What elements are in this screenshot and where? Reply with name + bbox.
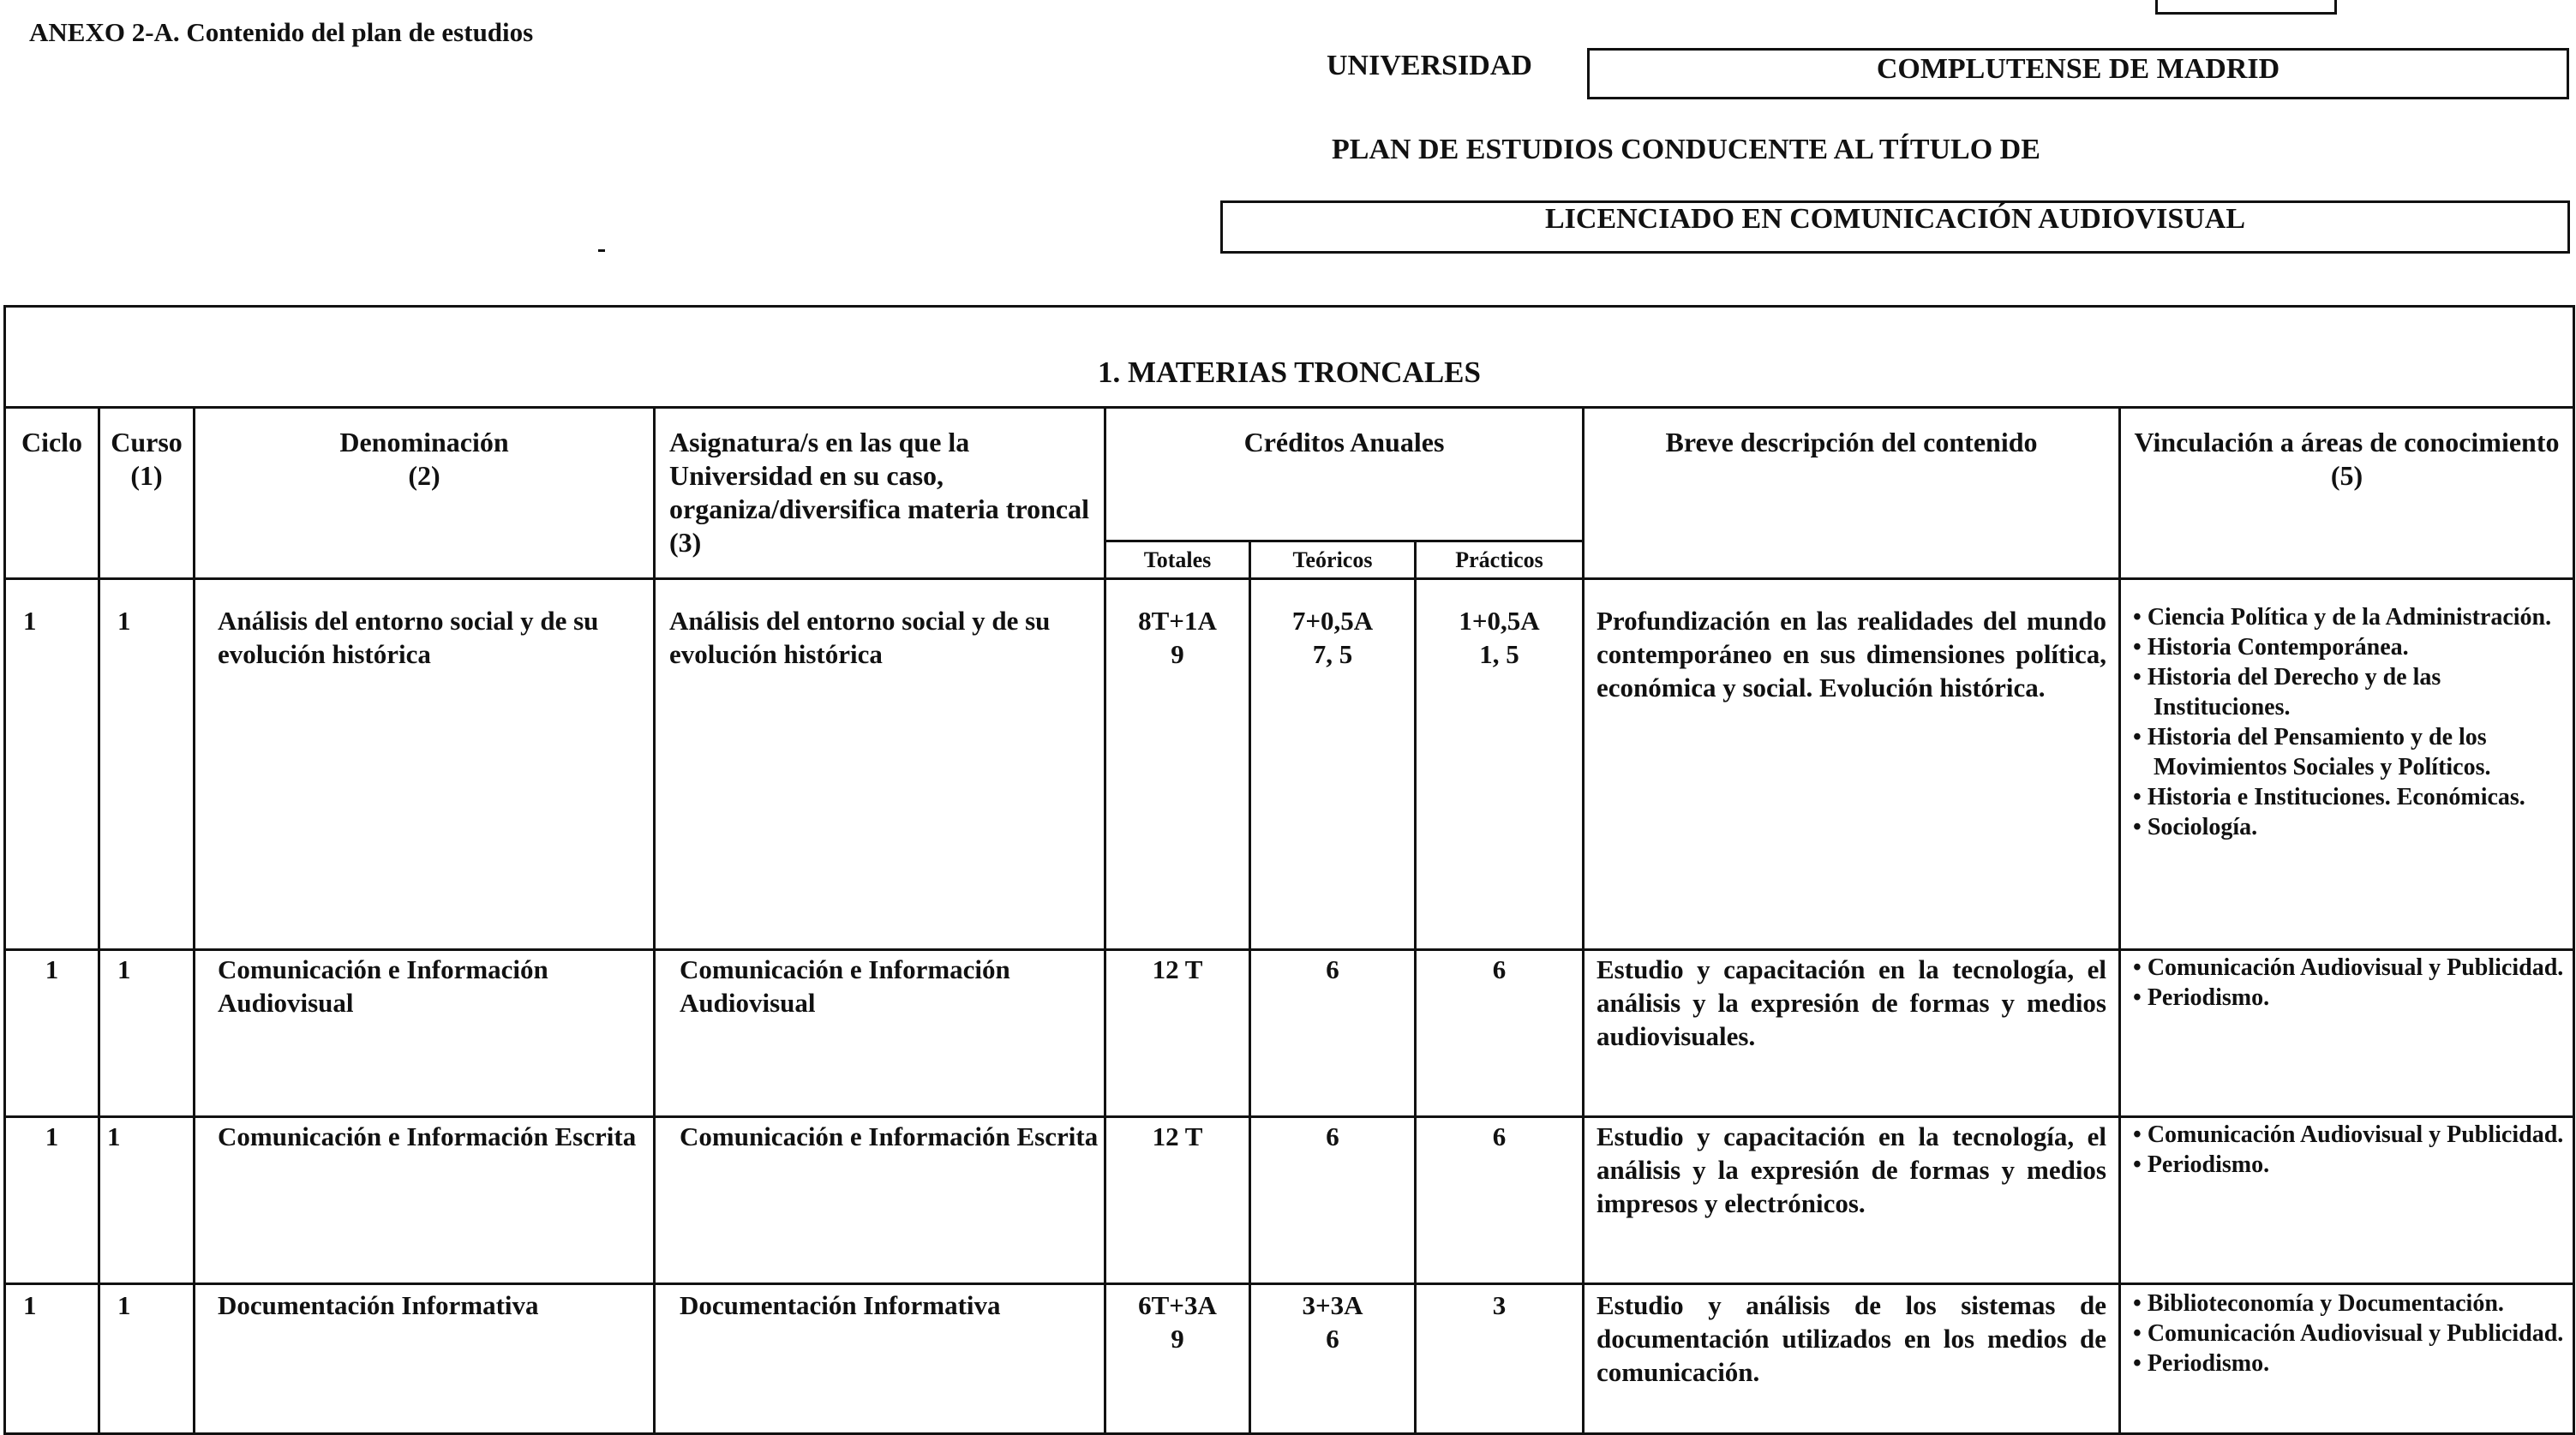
cell-ciclo: 1 xyxy=(5,1117,99,1284)
header-asignaturas: Asignatura/s en las que la Universidad en su caso, organiza/diversifica materia troncal (3) xyxy=(655,408,1105,579)
page-corner-box xyxy=(2155,0,2337,15)
troncales-table xyxy=(3,305,2575,1435)
cell-descripcion: Estudio y capacitación en la tecnología, el análisis y la expresión de formas y medios audiovisuales. xyxy=(1584,950,2120,1117)
cell-curso: 1 xyxy=(99,1284,195,1434)
cell-curso: 1 xyxy=(99,950,195,1117)
cell-teoricos: 7+0,5A 7, 5 xyxy=(1250,579,1416,950)
header-creditos: Créditos Anuales xyxy=(1105,408,1584,541)
cell-teoricos: 3+3A 6 xyxy=(1250,1284,1416,1434)
cell-vinculacion xyxy=(2120,1117,2574,1284)
university-label: UNIVERSIDAD xyxy=(1327,50,1532,81)
table-row xyxy=(5,579,2574,950)
header-denominacion: Denominación (2) xyxy=(195,408,655,579)
area-item: • Biblioteconomía y Documentación. xyxy=(2133,1289,2567,1318)
cell-practicos: 6 xyxy=(1416,950,1584,1117)
cell-practicos: 3 xyxy=(1416,1284,1584,1434)
cell-curso: 1 xyxy=(99,1117,195,1284)
area-item: • Periodismo. xyxy=(2133,1150,2567,1180)
table-row xyxy=(5,950,2574,1117)
cell-totales: 8T+1A 9 xyxy=(1105,579,1250,950)
cell-practicos: 6 xyxy=(1416,1117,1584,1284)
header-teoricos: Teóricos xyxy=(1250,541,1416,579)
section-title: 1. MATERIAS TRONCALES xyxy=(5,307,2574,408)
cell-teoricos: 6 xyxy=(1250,950,1416,1117)
cell-vinculacion xyxy=(2120,1284,2574,1434)
university-name-box xyxy=(1587,48,2569,99)
cell-descripcion: Estudio y capacitación en la tecnología, el análisis y la expresión de formas y medios impresos y electrónicos. xyxy=(1584,1117,2120,1284)
area-item: • Comunicación Audiovisual y Publicidad. xyxy=(2133,953,2567,983)
area-item: • Sociología. xyxy=(2133,812,2567,842)
cell-curso: 1 xyxy=(99,579,195,950)
degree-title-box xyxy=(1220,200,2570,254)
cell-descripcion: Profundización en las realidades del mundo contemporáneo en sus dimensiones política, económica y social. Evolución histórica. xyxy=(1584,579,2120,950)
cell-teoricos: 6 xyxy=(1250,1117,1416,1284)
cell-descripcion: Estudio y análisis de los sistemas de documentación utilizados en los medios de comunicación. xyxy=(1584,1284,2120,1434)
cell-vinculacion xyxy=(2120,579,2574,950)
cell-asignatura: Análisis del entorno social y de su evolución histórica xyxy=(655,579,1105,950)
cell-totales: 12 T xyxy=(1105,1117,1250,1284)
cell-totales: 6T+3A 9 xyxy=(1105,1284,1250,1434)
area-item: • Historia del Derecho y de las Instituciones. xyxy=(2133,662,2567,722)
area-item: • Comunicación Audiovisual y Publicidad. xyxy=(2133,1318,2567,1348)
degree-title: LICENCIADO EN COMUNICACIÓN AUDIOVISUAL xyxy=(1544,203,2246,235)
table-row xyxy=(5,1117,2574,1284)
header-curso: Curso (1) xyxy=(99,408,195,579)
header-vinculacion: Vinculación a áreas de conocimiento (5) xyxy=(2120,408,2574,579)
cell-totales: 12 T xyxy=(1105,950,1250,1117)
area-item: • Ciencia Política y de la Administración. xyxy=(2133,602,2567,632)
cell-denominacion: Análisis del entorno social y de su evolución histórica xyxy=(195,579,655,950)
header-practicos: Prácticos xyxy=(1416,541,1584,579)
annex-title: ANEXO 2-A. Contenido del plan de estudios xyxy=(29,17,534,47)
header-totales: Totales xyxy=(1105,541,1250,579)
area-item: • Comunicación Audiovisual y Publicidad. xyxy=(2133,1120,2567,1150)
area-item: • Historia Contemporánea. xyxy=(2133,632,2567,662)
cell-denominacion: Comunicación e Información Audiovisual xyxy=(195,950,655,1117)
cell-ciclo: 1 xyxy=(5,579,99,950)
plan-title: PLAN DE ESTUDIOS CONDUCENTE AL TÍTULO DE xyxy=(1332,134,2040,165)
cell-ciclo: 1 xyxy=(5,1284,99,1434)
cell-asignatura: Comunicación e Información Audiovisual xyxy=(655,950,1105,1117)
area-item: • Periodismo. xyxy=(2133,983,2567,1013)
header-ciclo: Ciclo xyxy=(5,408,99,579)
header-descripcion: Breve descripción del contenido xyxy=(1584,408,2120,579)
university-name: COMPLUTENSE DE MADRID xyxy=(1876,53,2280,85)
cell-vinculacion xyxy=(2120,950,2574,1117)
stray-mark xyxy=(598,249,605,252)
cell-practicos: 1+0,5A 1, 5 xyxy=(1416,579,1584,950)
area-item: • Historia e Instituciones. Económicas. xyxy=(2133,782,2567,812)
cell-denominacion: Comunicación e Información Escrita xyxy=(195,1117,655,1284)
area-item: • Historia del Pensamiento y de los Movimientos Sociales y Políticos. xyxy=(2133,722,2567,782)
cell-ciclo: 1 xyxy=(5,950,99,1117)
cell-asignatura: Documentación Informativa xyxy=(655,1284,1105,1434)
area-item: • Periodismo. xyxy=(2133,1348,2567,1378)
cell-asignatura: Comunicación e Información Escrita xyxy=(655,1117,1105,1284)
table-row xyxy=(5,1284,2574,1434)
cell-denominacion: Documentación Informativa xyxy=(195,1284,655,1434)
